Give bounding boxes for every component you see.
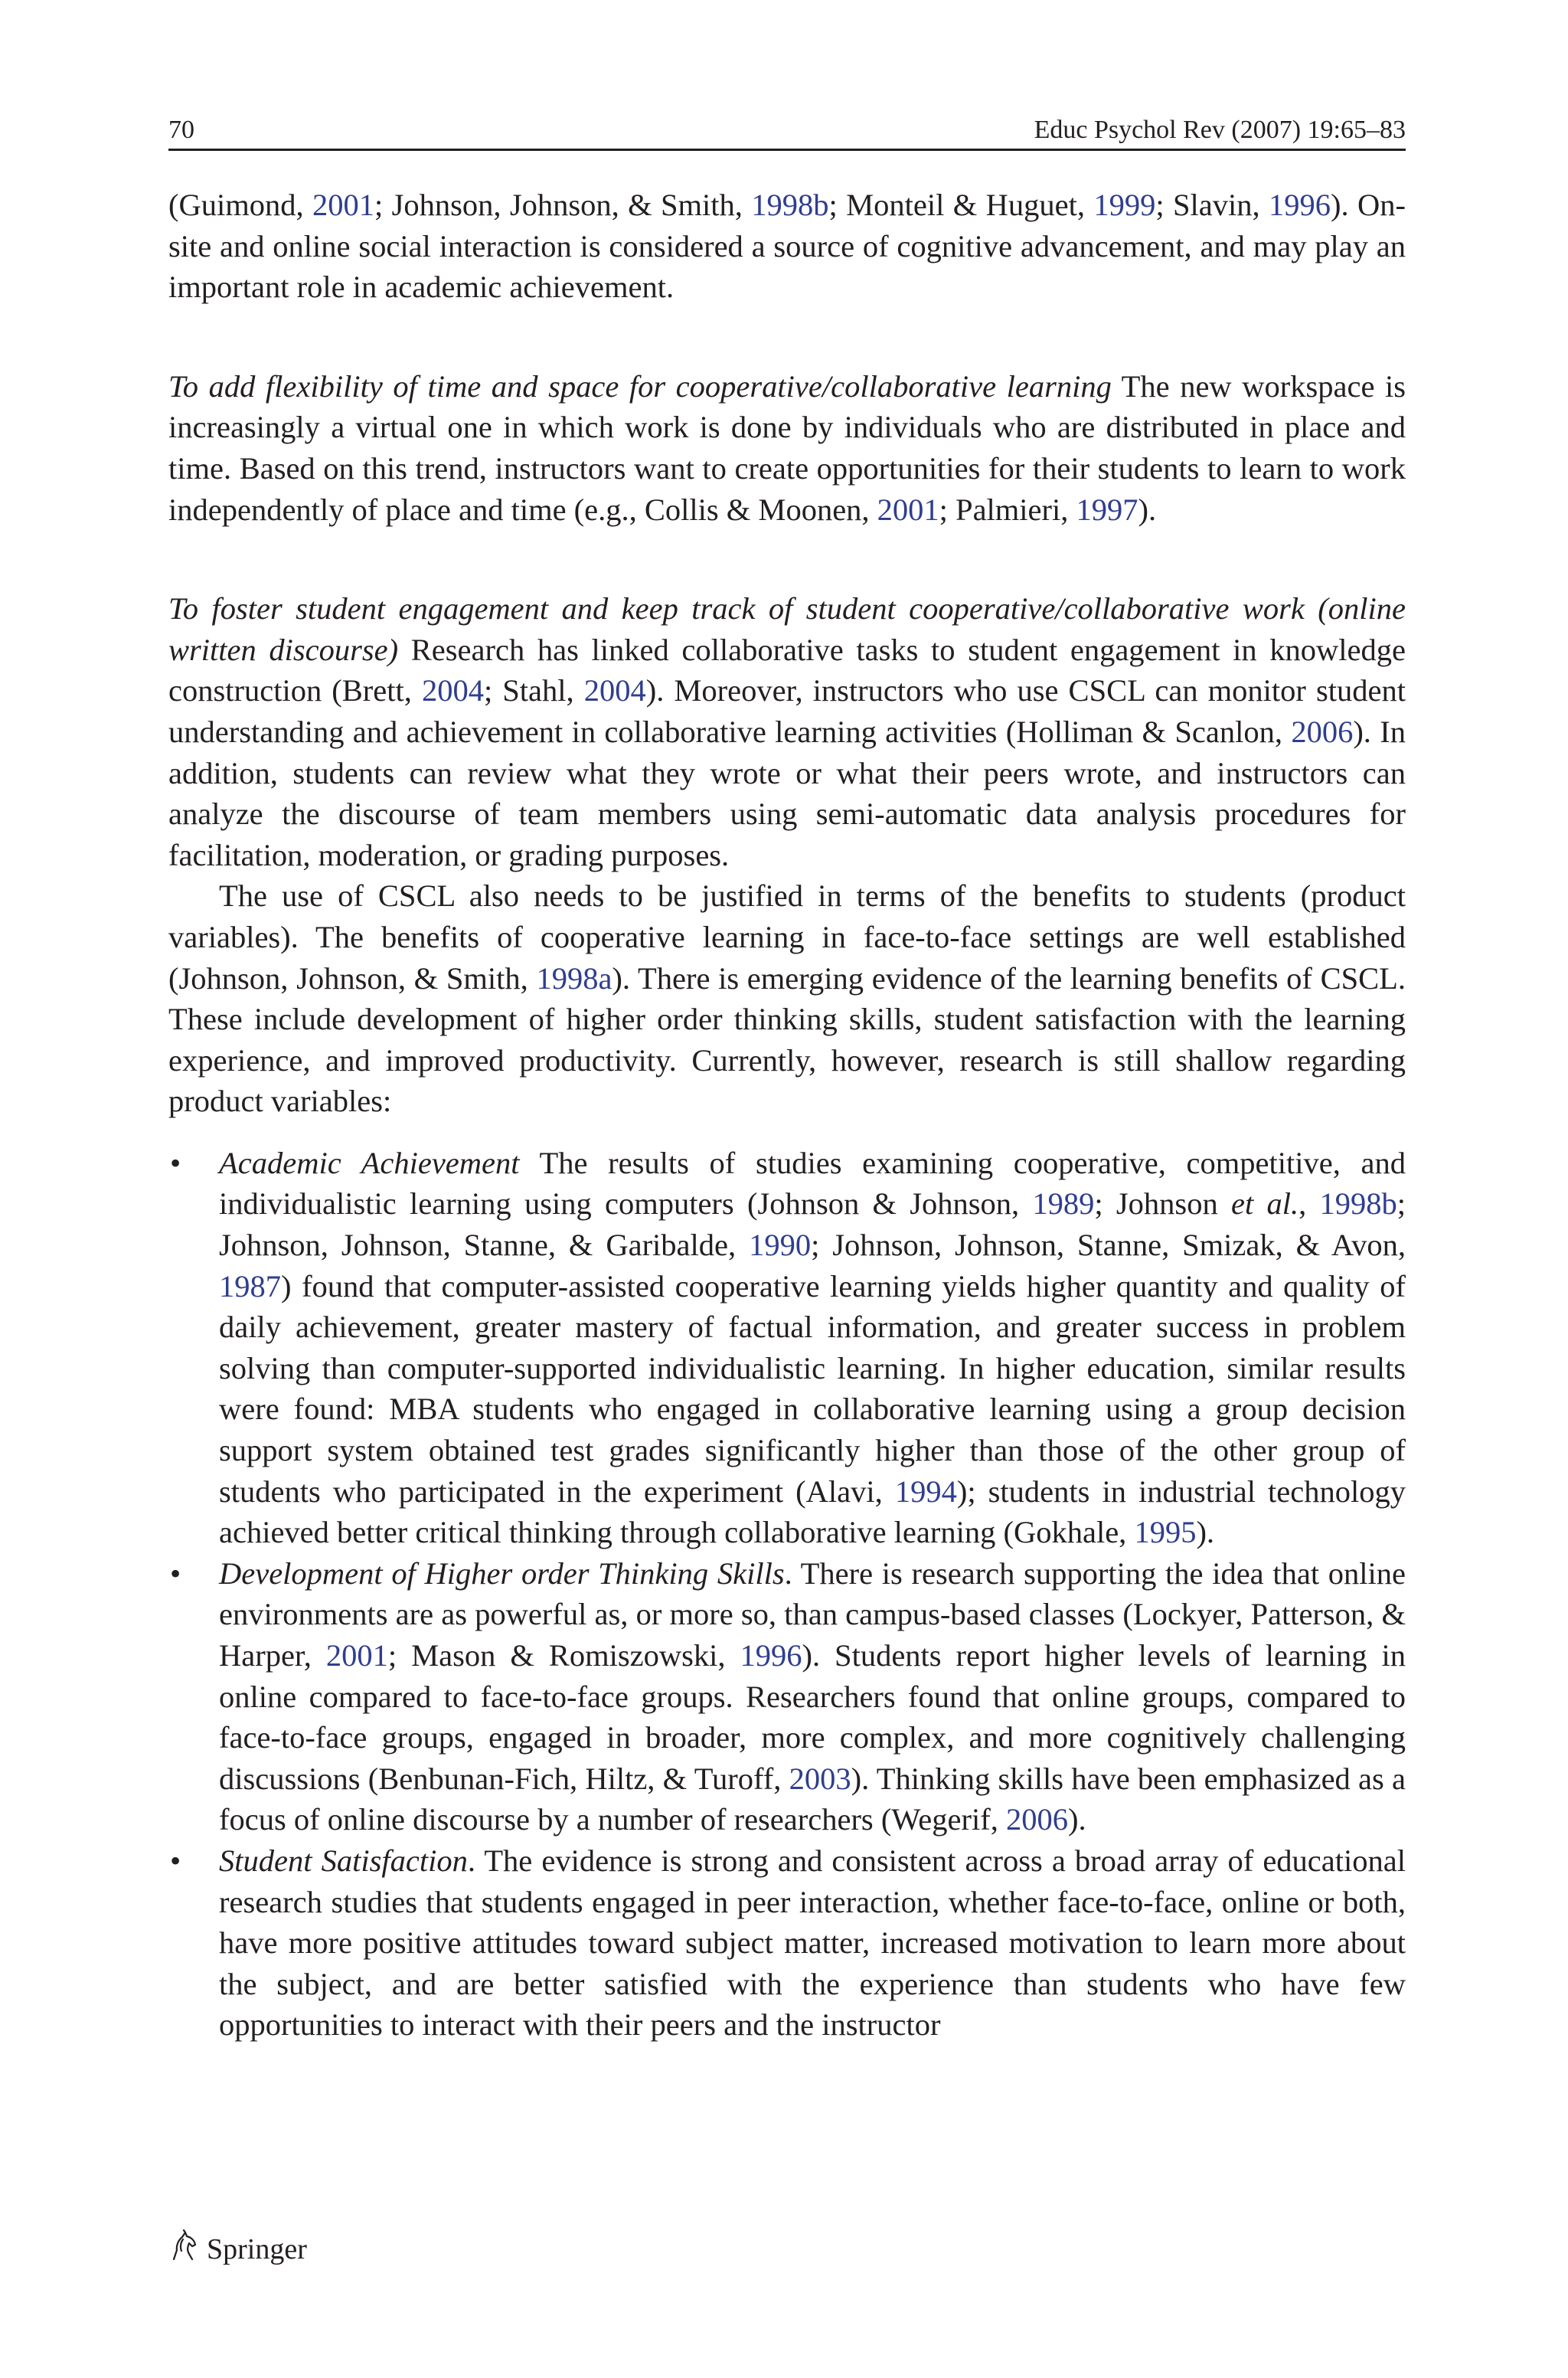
page [168, 115, 1406, 2046]
citation-link[interactable]: 1994 [894, 1474, 957, 1509]
journal-citation: Educ Psychol Rev (2007) 19:65–83 [1034, 116, 1406, 144]
citation-link[interactable]: 1989 [1032, 1186, 1095, 1222]
citation-link[interactable]: 2001 [325, 1638, 388, 1673]
publisher-name: Springer [207, 2233, 307, 2265]
citation-link[interactable]: 1998b [751, 188, 829, 222]
item-heading: Academic Achievement [219, 1145, 520, 1180]
citation-link[interactable]: 1996 [740, 1638, 802, 1673]
item-heading: Student Satisfaction [219, 1843, 468, 1878]
bullet: • [170, 1843, 181, 1878]
citation-link[interactable]: 2006 [1005, 1802, 1068, 1837]
citation-link[interactable]: 2001 [312, 188, 374, 222]
paragraph-social-interaction: (Guimond, 2001; Johnson, Johnson, & Smith, 1998b; Monteil & Huguet, 1999; Slavin, 1996). On-site and online social interaction is considered a source of cognitive advancement, and may play an important role in academic achievement. [168, 188, 1406, 305]
paragraph-flexibility: To add flexibility of time and space for cooperative/collaborative learning The new workspace is increasingly a virtual one in which work is done by individuals who are distributed in place and time. Based on this trend, instructors want to create opportunities for their students to learn to work independently of place and time (e.g., Collis & Moonen, 2001; Palmieri, 1997). [168, 368, 1406, 527]
bullet: • [170, 1555, 181, 1591]
citation-link[interactable]: 1995 [1134, 1515, 1197, 1550]
bullet: • [170, 1145, 181, 1180]
citation-link[interactable]: 2001 [877, 492, 939, 527]
item-heading: Development of Higher order Thinking Skills [219, 1555, 785, 1591]
citation-link[interactable]: 1990 [749, 1228, 812, 1263]
citation-link[interactable]: 1999 [1093, 188, 1156, 222]
running-header [168, 115, 1406, 151]
benefits-list [168, 1143, 1406, 2046]
paragraph-benefits: The use of CSCL also needs to be justified in terms of the benefits to students (product variables). The benefits of cooperative learning in face-to-face settings are well established (Johnson, Johnson, & Smith, 1998a). There is emerging evidence of the learning benefits of CSCL. These include development of higher order thinking skills, student satisfaction with the learning experience, and improved productivity. Currently, however, research is still shallow regarding product variables: [168, 878, 1406, 1119]
citation-link[interactable]: 2004 [583, 673, 646, 708]
citation-link[interactable]: 1998b [1319, 1186, 1397, 1222]
citation-link[interactable]: 2006 [1291, 714, 1354, 749]
citation-link[interactable]: 1997 [1076, 492, 1138, 527]
publisher-footer [167, 2229, 307, 2270]
run-in-heading: To add flexibility of time and space for cooperative/collaborative learning [168, 368, 1112, 404]
list-item-student-satisfaction: • Student Satisfaction. The evidence is strong and consistent across a broad array of educational research studies that students engaged in peer interaction, whether face-to-face, online or both, have more positive attitudes toward subject matter, increased motivation to learn more about the subject, and are better satisfied with the experience than students who have few opportunities to interact with their peers and the instructor [168, 1840, 1406, 2046]
list-item-academic-achievement: • Academic Achievement The results of studies examining cooperative, competitive, and individualistic learning using computers (Johnson & Johnson, 1989; Johnson et al., 1998b; Johnson, Johnson, Stanne, & Garibalde, 1990; Johnson, Johnson, Stanne, Smizak, & Avon, 1987) found that computer-assisted cooperative learning yields higher quantity and quality of daily achievement, greater mastery of factual information, and greater success in problem solving than computer-supported individualistic learning. In higher education, similar results were found: MBA students who engaged in collaborative learning using a group decision support system obtained test grades significantly higher than those of the other group of students who participated in the experiment (Alavi, 1994); students in industrial technology achieved better critical thinking through collaborative learning (Gokhale, 1995). [168, 1143, 1406, 1553]
paragraph-engagement: To foster student engagement and keep track of student cooperative/collaborative work (online written discourse) Research has linked collaborative tasks to student engagement in knowledge construction (Brett, 2004; Stahl, 2004). Moreover, instructors who use CSCL can monitor student understanding and achievement in collaborative learning activities (Holliman & Scanlon, 2006). In addition, students can review what they wrote or what their peers wrote, and instructors can analyze the discourse of team members using semi-automatic data analysis procedures for facilitation, moderation, or grading purposes. [168, 591, 1406, 872]
run-in-heading: To foster student engagement and keep track of student cooperative/collaborative work (online written discourse) [168, 591, 1406, 667]
citation-link[interactable]: 2004 [421, 673, 484, 708]
citation-link[interactable]: 1996 [1269, 188, 1331, 222]
list-item-higher-order-thinking: • Development of Higher order Thinking Skills. There is research supporting the idea that online environments are as powerful as, or more so, than campus-based classes (Lockyer, Patterson, & Harper, 2001; Mason & Romiszowski, 1996). Students report higher levels of learning in online compared to face-to-face groups. Researchers found that online groups, compared to face-to-face groups, engaged in broader, more complex, and more cognitively challenging discussions (Benbunan-Fich, Hiltz, & Turoff, 2003). Thinking skills have been emphasized as a focus of online discourse by a number of researchers (Wegerif, 2006). [168, 1553, 1406, 1840]
springer-horse-icon [167, 2229, 201, 2270]
page-number: 70 [168, 116, 194, 144]
citation-link[interactable]: 2003 [789, 1761, 851, 1796]
citation-link[interactable]: 1998a [536, 960, 612, 996]
citation-link[interactable]: 1987 [219, 1268, 281, 1303]
